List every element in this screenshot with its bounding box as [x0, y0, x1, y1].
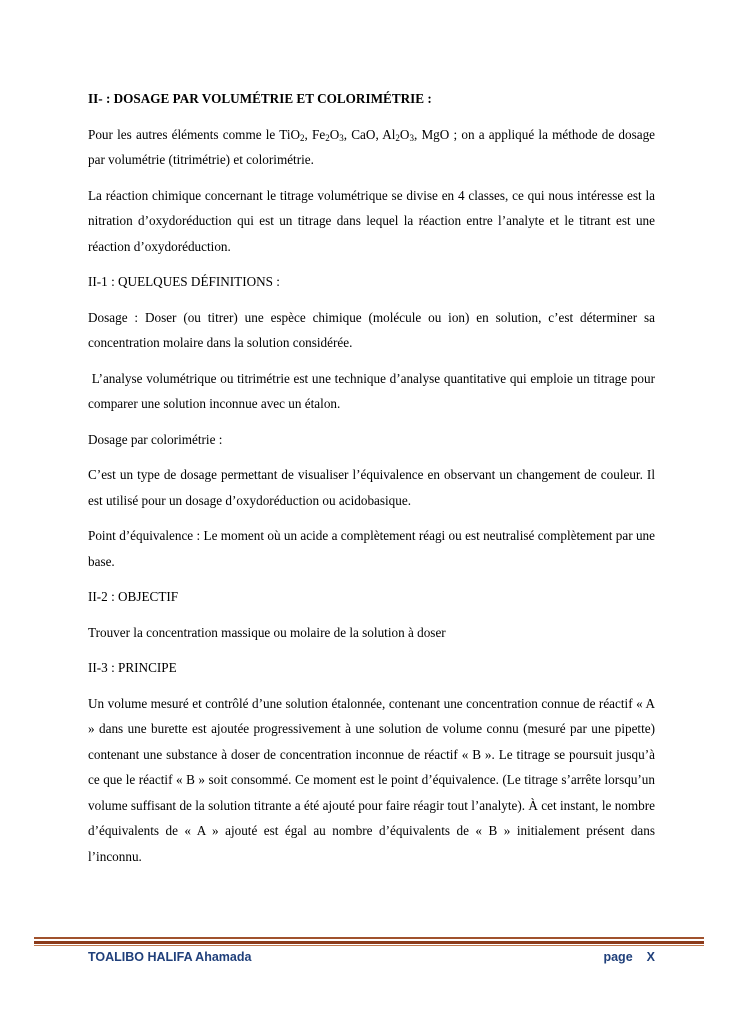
footer-author: TOALIBO HALIFA Ahamada: [88, 950, 252, 964]
principle-title: II-3 : PRINCIPE: [88, 660, 177, 675]
footer-divider: [34, 937, 704, 946]
dosage-definition: Dosage : Doser (ou titrer) une espèce chimique (molécule ou ion) en solution, c’est déterminer sa concentration molaire dans la solution considérée.: [88, 309, 655, 350]
volumetric-definition: L’analyse volumétrique ou titrimétrie est une technique d’analyse quantitative qui emploie un titrage pour comparer une solution inconnue avec un étalon.: [88, 370, 659, 411]
colorimetry-title: Dosage par colorimétrie :: [88, 431, 223, 447]
objective-title: II-2 : OBJECTIF: [88, 589, 179, 604]
reaction-paragraph: La réaction chimique concernant le titrage volumétrique se divise en 4 classes, ce qui nous intéresse est la nitration d’oxydoréduction qui est un titrage dans lequel la réaction entre l’analyte et le titrant est une réaction d’oxydoréduction.: [88, 187, 655, 254]
page-label: page: [603, 950, 633, 964]
principle-text: Un volume mesuré et contrôlé d’une solution étalonnée, contenant une concentration connue de réactif « A » dans une burette est ajoutée progressivement à une solution de volume connu (mesuré par une pipette) contenant une substance à doser de concentration inconnue de réactif « B ». Le titrage se poursuit jusqu’à ce que le réactif « B » soit consommé. Ce moment est le point d’équivalence. (Le titrage s’arrête lorsqu’un volume suffisant de la solution titrante a été ajouté pour faire réagir tout l’analyte). À cet instant, le nombre d’équivalents de « A » ajouté est égal au nombre d’équivalents de « B » initialement présent dans l’inconnu.: [88, 695, 655, 864]
page-number: X: [646, 950, 655, 964]
document-body: [88, 86, 659, 879]
equivalence-definition: Point d’équivalence : Le moment où un acide a complètement réagi ou est neutralisé complètement par une base.: [88, 528, 655, 569]
footer-page: [589, 950, 655, 964]
definitions-title: II-1 : QUELQUES DÉFINITIONS :: [88, 274, 280, 289]
objective-text: Trouver la concentration massique ou molaire de la solution à doser: [88, 624, 446, 640]
section-heading: II- : DOSAGE PAR VOLUMÉTRIE ET COLORIMÉTRIE :: [88, 91, 432, 106]
intro-paragraph: Pour les autres éléments comme le TiO$_2$, $Fe_2O_3$, CaO, $Al_2O_3$, MgO ; on a appliqué la méthode de dosage par volumétrie (titrimétrie) et colorimétrie.: [88, 126, 656, 167]
colorimetry-definition: C’est un type de dosage permettant de visualiser l’équivalence en observant un changement de couleur. Il est utilisé pour un dosage d’oxydoréduction ou acidobasique.: [88, 467, 655, 508]
page-footer: [88, 950, 655, 968]
